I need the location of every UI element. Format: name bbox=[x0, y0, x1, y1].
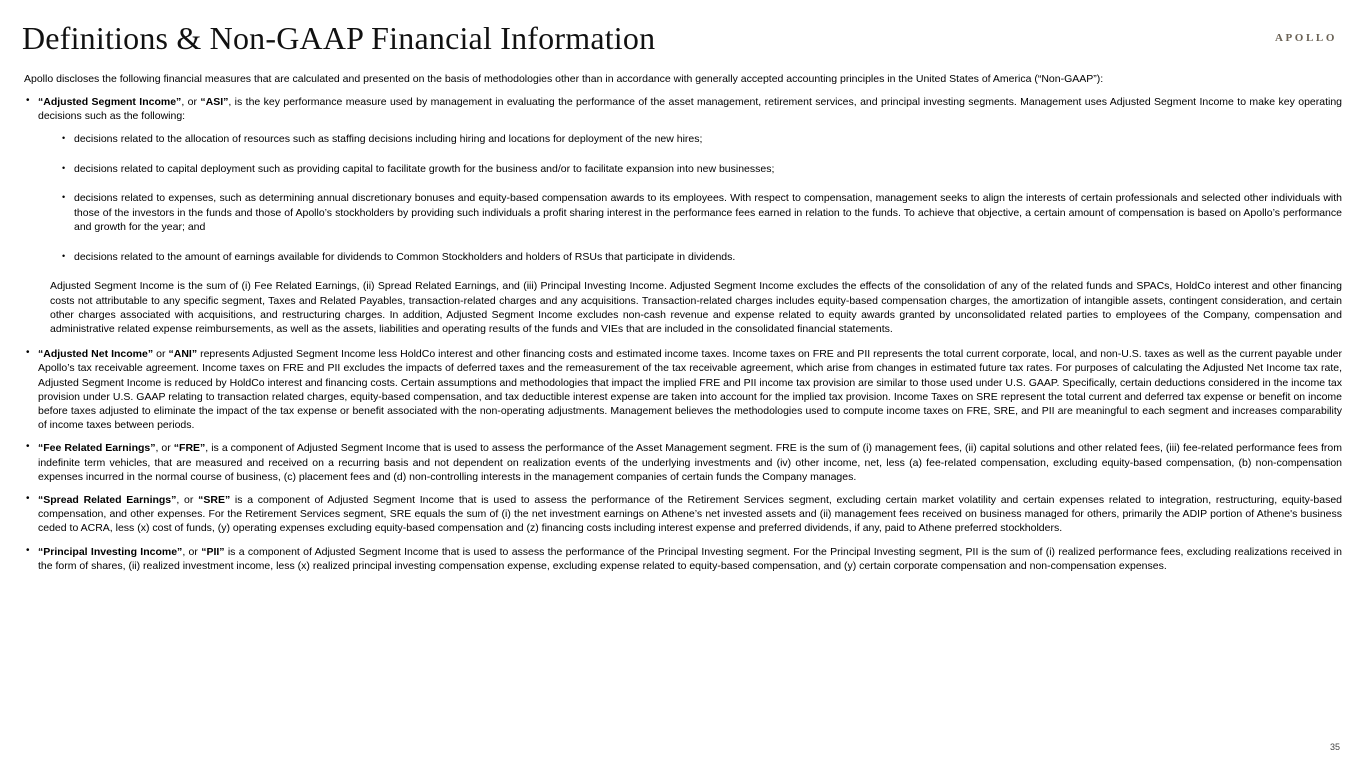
definition-adjusted-net-income: • “Adjusted Net Income” or “ANI” represents Adjusted Segment Income less HoldCo interest and other financing costs and estimated income taxes. Income taxes on FRE and PII represents the total current corporate, local, and non-U.S. taxes as well as the current payable under Apollo’s tax receivable agreement. Income taxes on FRE and PII excludes the impacts of deferred taxes and the remeasurement of the tax receivable agreement, which arise from changes in estimated future tax rates. For purposes of calculating the Adjusted Net Income tax rate, Adjusted Segment Income is reduced by HoldCo interest and financing costs. Certain assumptions and methodologies that impact the implied FRE and PII income tax provision are similar to those used under U.S. GAAP. Specifically, certain deductions considered in the income tax provision under U.S. GAAP relating to transaction related charges, equity-based compensation, and tax deductible interest expense are taken into account for the implied tax provision. Income Taxes on SRE represent the total current and deferred tax expense or benefit on income before taxes adjusted to eliminate the impact of the tax expense or benefit associated with the non-operating adjustments. Management believes the methodologies used to compute income taxes on FRE, SRE, and PII are meaningful to each segment and increases comparability of income taxes between periods. bbox=[24, 347, 1342, 432]
asi-intro-text: “Adjusted Segment Income”, or “ASI”, is the key performance measure used by management in evaluating the performance of the asset management, retirement services, and principal investing segments. Management uses Adjusted Segment Income to make key operating decisions such as the following: bbox=[38, 96, 1343, 123]
asi-sub-list bbox=[38, 132, 1342, 264]
definition-fee-related-earnings: • “Fee Related Earnings”, or “FRE”, is a component of Adjusted Segment Income that is used to assess the performance of the Asset Management segment. FRE is the sum of (i) management fees, (ii) capital solutions and other related fees, (iii) fee-related performance fees from indefinite term vehicles, that are measured and received on a recurring basis and not dependent on realization events of the underlying investments and (iv) other income, net, less (a) fee-related compensation, excluding equity-based compensation, (b) non-compensation expenses incurred in the normal course of business, (c) placement fees and (d) non-controlling interests in the management companies of certain funds the Company manages. bbox=[24, 441, 1342, 484]
intro-paragraph: Apollo discloses the following financial measures that are calculated and presented on the basis of methodologies other than in accordance with generally accepted accounting principles in the United States of America (“Non-GAAP”): bbox=[24, 73, 1104, 85]
definition-principal-investing-income: • “Principal Investing Income”, or “PII” is a component of Adjusted Segment Income that is used to assess the performance of the Principal Investing segment. For the Principal Investing segment, PII is the sum of (i) realized performance fees, excluding realizations received in the form of shares, (ii) realized investment income, less (x) realized principal investing compensation expense, excluding expense related to equity-based compensation, and (y) certain corporate compensation and non-compensation expenses. bbox=[24, 545, 1342, 573]
definitions-list bbox=[24, 95, 1342, 573]
definition-adjusted-segment-income bbox=[24, 95, 1342, 336]
list-item: • decisions related to the allocation of resources such as staffing decisions including hiring and locations for deployment of the new hires; bbox=[62, 132, 1342, 147]
slide-body bbox=[24, 73, 1342, 582]
asi-detail-paragraph: Adjusted Segment Income is the sum of (i) Fee Related Earnings, (ii) Spread Related Earnings, and (iii) Principal Investing Income. Adjusted Segment Income excludes the effects of the consolidation of any of the related funds and SPACs, HoldCo interest and other financing costs not attributable to any specific segment, Taxes and Related Payables, transaction-related charges and any acquisitions. Transaction-related charges includes equity-based compensation charges, the amortization of intangible assets, contingent consideration, and certain other charges associated with acquisitions, and restructuring charges. In addition, Adjusted Segment Income excludes non-cash revenue and expense related to equity awards granted by unconsolidated related parties to employees of the Company, compensation and administrative related expense reimbursements, as well as the assets, liabilities and operating results of the funds and VIEs that are included in the consolidated financial statements. bbox=[50, 280, 1342, 336]
list-item: • decisions related to the amount of earnings available for dividends to Common Stockholders and holders of RSUs that participate in dividends. bbox=[62, 250, 1342, 265]
page-number: 35 bbox=[1329, 742, 1340, 752]
list-item: • decisions related to expenses, such as determining annual discretionary bonuses and equity-based compensation awards to its employees. With respect to compensation, management seeks to align the interests of certain professionals and selected other individuals with those of the investors in the funds and those of Apollo’s stockholders by providing such individuals a profit sharing interest in the performance fees earned in relation to the funds. To achieve that objective, a certain amount of compensation is based on Apollo’s performance and growth for the year; and bbox=[62, 191, 1342, 235]
apollo-logo: APOLLO bbox=[1274, 32, 1337, 44]
page-title: Definitions & Non-GAAP Financial Information bbox=[22, 20, 656, 56]
definition-spread-related-earnings: • “Spread Related Earnings”, or “SRE” is a component of Adjusted Segment Income that is used to assess the performance of the Retirement Services segment, excluding certain market volatility and certain expenses related to integration, restructuring, equity-based compensation, and other expenses. For the Retirement Services segment, SRE equals the sum of (i) the net investment earnings on Athene’s net invested assets and (ii) management fees received on business managed for others, primarily the ADIP portion of Athene's business ceded to ACRA, less (x) cost of funds, (y) operating expenses excluding equity-based compensation and (z) financing costs including interest expense and preferred dividends, if any, paid to Athene preferred stockholders. bbox=[24, 493, 1342, 536]
list-item: • decisions related to capital deployment such as providing capital to facilitate growth for the business and/or to facilitate expansion into new businesses; bbox=[62, 162, 1342, 177]
